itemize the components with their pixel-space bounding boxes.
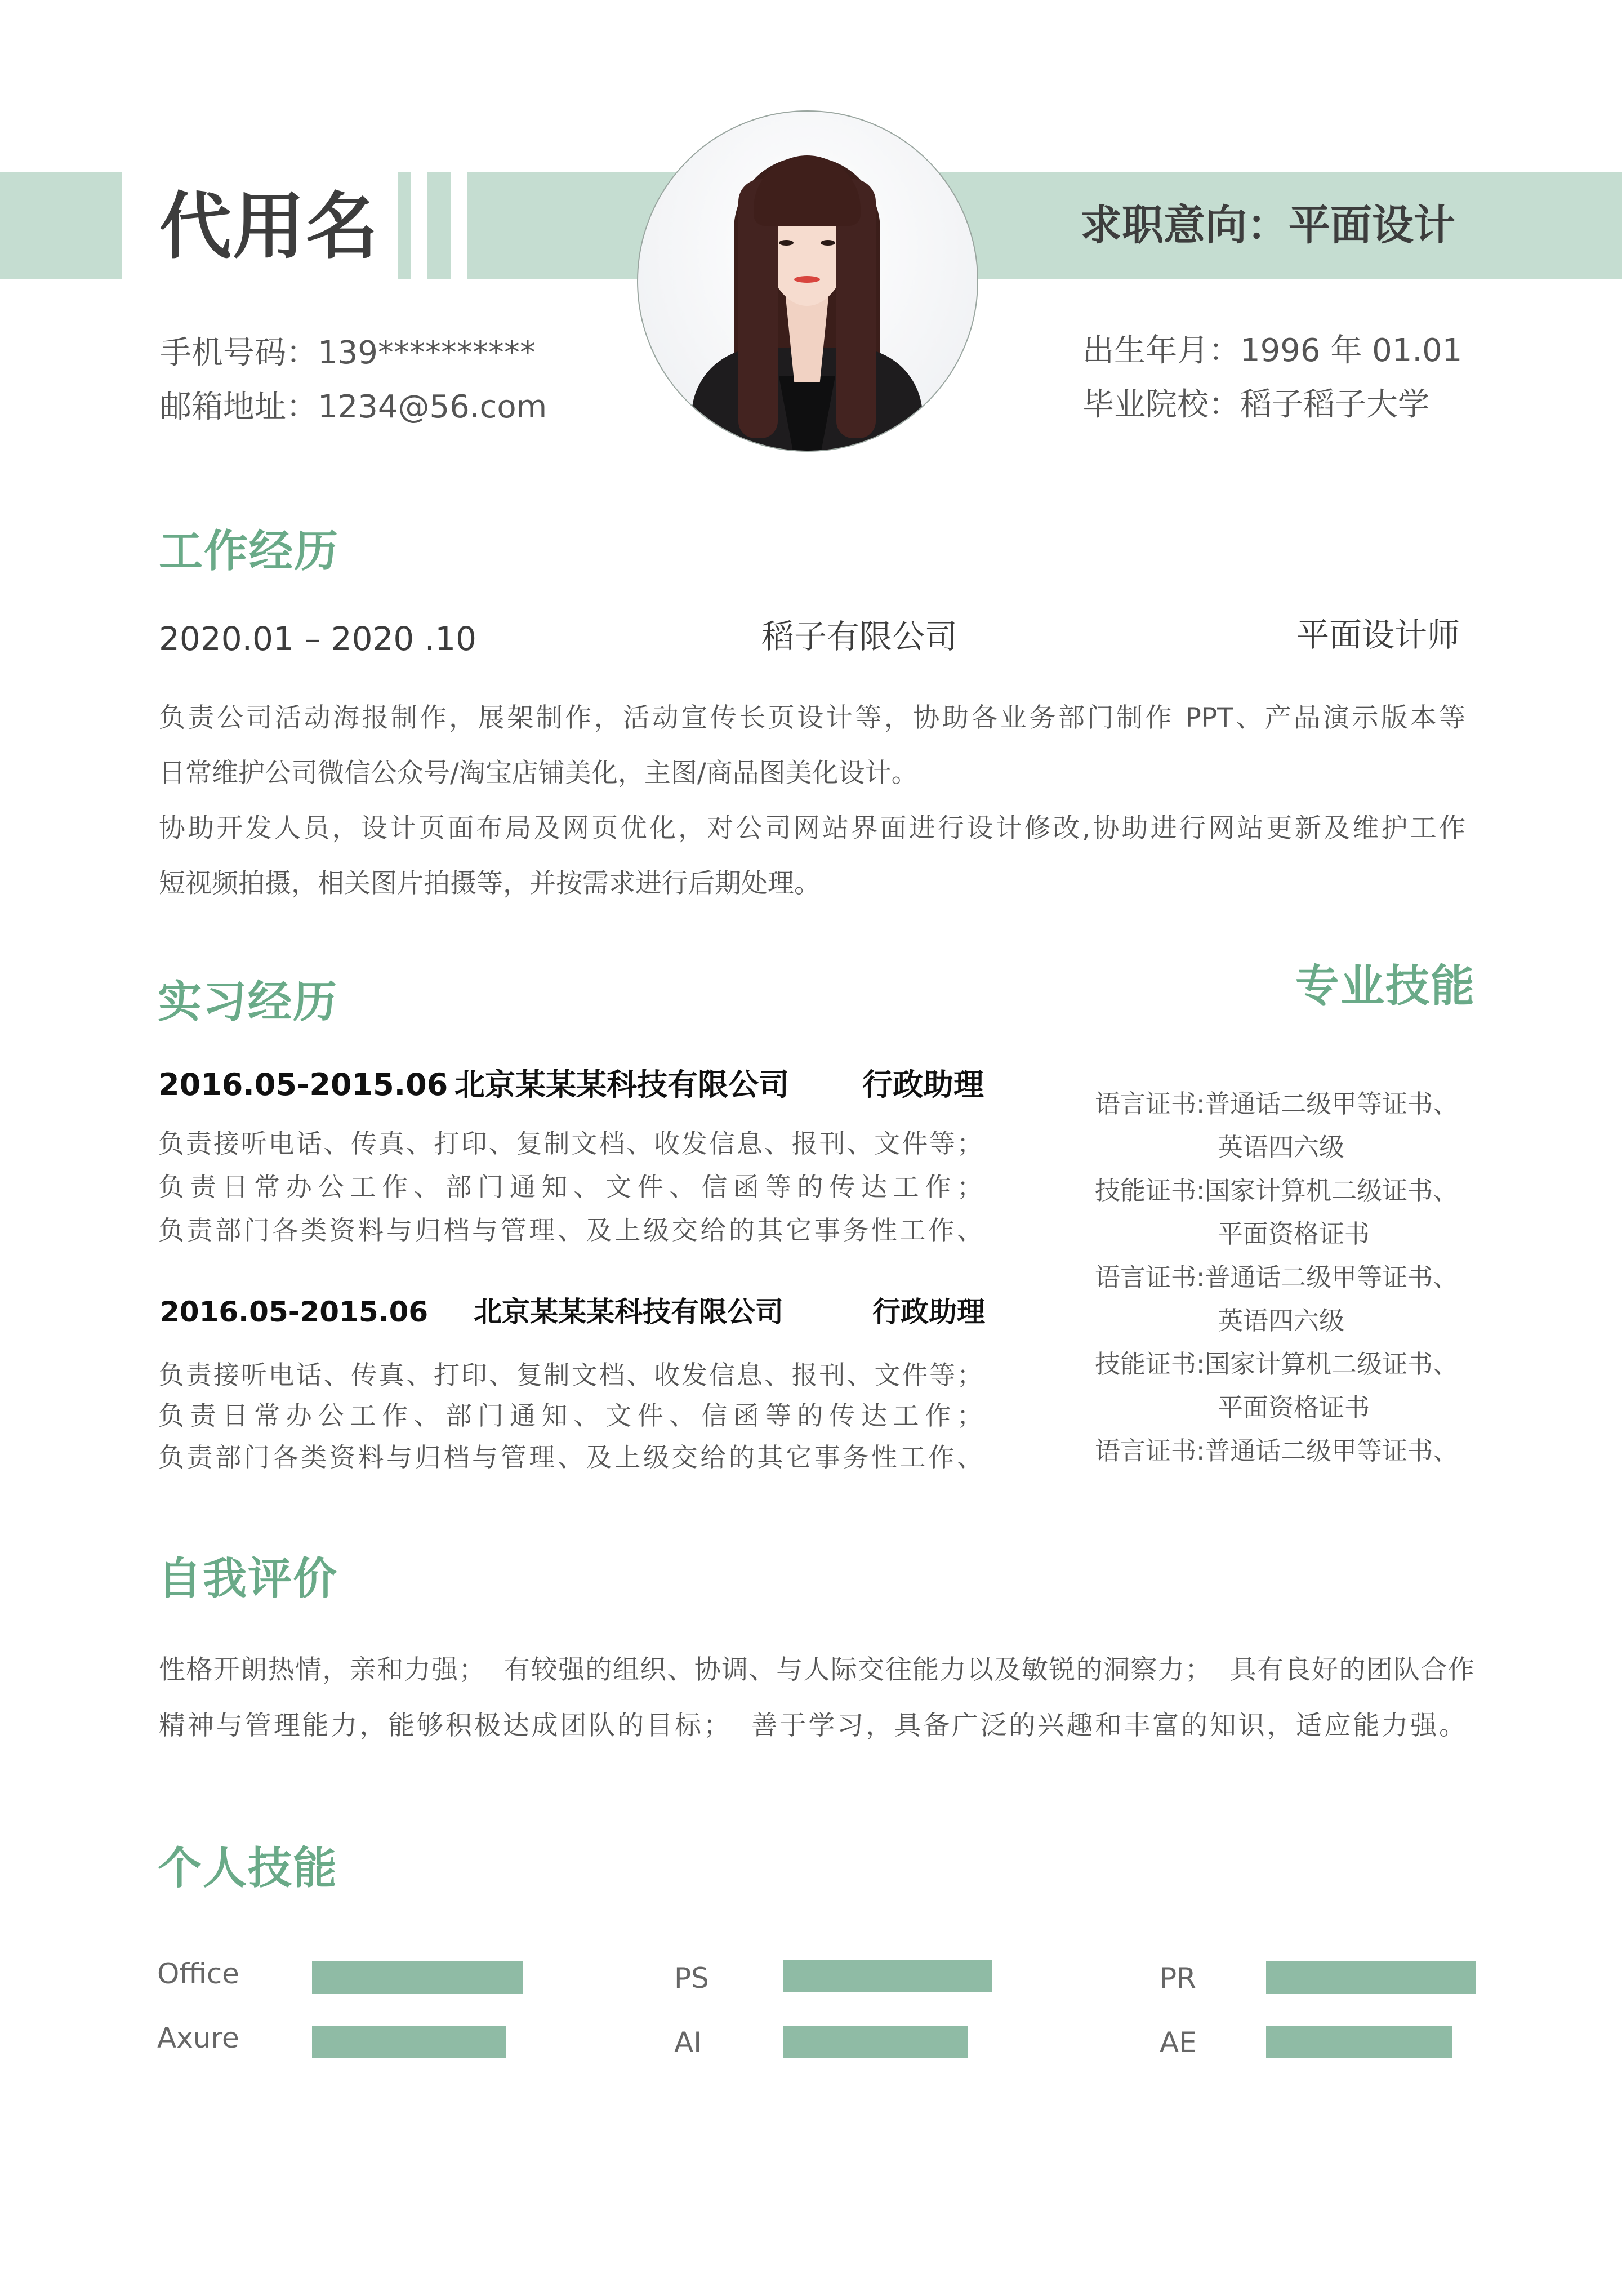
cert-label: 语言证书: — [1095, 1089, 1205, 1119]
section-title-self-eval: 自我评价 — [158, 1554, 338, 1604]
phone-label: 手机号码： — [160, 335, 318, 371]
intern-desc-line: 负责日常办公工作、部门通知、文件、信函等的传达工作； — [158, 1400, 983, 1431]
intern-desc-line: 负责日常办公工作、部门通知、文件、信函等的传达工作； — [158, 1172, 983, 1202]
cert-value: 英语四六级 — [1218, 1132, 1345, 1162]
intern-role: 行政助理 — [862, 1067, 984, 1102]
intern-period: 2016.05-2015.06 — [160, 1296, 429, 1328]
work-desc-line: 负责公司活动海报制作，展架制作，活动宣传长页设计等，协助各业务部门制作 PPT、产品演示版本等 — [159, 702, 1465, 733]
cert-line — [1095, 1087, 1458, 1121]
cert-label: 技能证书: — [1095, 1349, 1205, 1379]
skill-bar-ps — [783, 1960, 992, 1992]
school-label: 毕业院校： — [1082, 386, 1240, 423]
skill-bar-pr — [1266, 1961, 1476, 1994]
contact-phone — [160, 333, 536, 373]
section-title-pro-skills: 专业技能 — [1295, 961, 1476, 1012]
skill-label-ps: PS — [674, 1962, 709, 1995]
cert-value: 普通话二级甲等证书、 — [1205, 1436, 1459, 1466]
cert-value: 平面资格证书 — [1218, 1219, 1370, 1249]
cert-value: 国家计算机二级证书、 — [1205, 1349, 1459, 1379]
work-desc-line: 协助开发人员，设计页面布局及网页优化，对公司网站界面进行设计修改,协助进行网站更新及维护工作 — [159, 813, 1465, 844]
portrait-photo — [637, 110, 978, 452]
cert-line — [1218, 1217, 1370, 1251]
skill-label-office: Office — [157, 1957, 239, 1990]
cert-label: 语言证书: — [1095, 1262, 1205, 1292]
cert-line — [1095, 1434, 1458, 1468]
header-stripe-wide — [427, 172, 451, 279]
intern-period: 2016.05-2015.06 — [158, 1067, 448, 1102]
cert-label: 语言证书: — [1095, 1436, 1205, 1466]
intern-desc-line: 负责接听电话、传真、打印、复制文档、收发信息、报刊、文件等； — [158, 1360, 983, 1390]
skill-label-ai: AI — [674, 2026, 702, 2059]
section-title-work: 工作经历 — [159, 526, 340, 577]
work-company: 稻子有限公司 — [761, 617, 958, 656]
section-title-personal-skills: 个人技能 — [158, 1843, 338, 1894]
email-label: 邮箱地址： — [160, 389, 318, 425]
cert-value: 普通话二级甲等证书、 — [1205, 1089, 1459, 1119]
cert-line — [1218, 1304, 1344, 1338]
cert-line — [1095, 1174, 1458, 1208]
candidate-name: 代用名 — [159, 185, 380, 269]
photo-eye-left — [779, 240, 794, 246]
email-value: 1234@56.com — [318, 389, 547, 425]
contact-school — [1082, 385, 1429, 425]
phone-value: 139********** — [318, 335, 536, 371]
birth-value: 1996 年 01.01 — [1240, 332, 1463, 369]
section-title-internship: 实习经历 — [158, 977, 338, 1027]
job-intent: 求职意向：平面设计 — [1080, 201, 1455, 250]
birth-label: 出生年月： — [1082, 332, 1240, 369]
header-stripe-thin — [398, 172, 411, 279]
cert-label: 技能证书: — [1095, 1176, 1205, 1205]
skill-bar-axure — [312, 2026, 506, 2058]
intern-desc-line: 负责接听电话、传真、打印、复制文档、收发信息、报刊、文件等； — [158, 1128, 983, 1159]
work-desc-line: 短视频拍摄，相关图片拍摄等，并按需求进行后期处理。 — [159, 868, 821, 899]
skill-label-ae: AE — [1160, 2026, 1197, 2059]
intern-role: 行政助理 — [872, 1296, 985, 1328]
cert-value: 平面资格证书 — [1218, 1392, 1370, 1422]
cert-line — [1095, 1347, 1458, 1381]
cert-line — [1218, 1131, 1344, 1164]
skill-label-pr: PR — [1160, 1962, 1196, 1995]
photo-eye-right — [821, 240, 835, 246]
intern-company: 北京某某某科技有限公司 — [474, 1296, 783, 1328]
photo-lips — [794, 276, 820, 283]
work-desc-line: 日常维护公司微信公众号/淘宝店铺美化，主图/商品图美化设计。 — [159, 758, 918, 789]
header-band-left-block — [0, 172, 122, 279]
work-period: 2020.01 – 2020 .10 — [159, 620, 476, 658]
work-role: 平面设计师 — [1296, 616, 1460, 654]
self-eval-line: 性格开朗热情，亲和力强； 有较强的组织、协调、与人际交往能力以及敏锐的洞察力； 具有良好的团队合作 — [159, 1654, 1474, 1685]
cert-line — [1095, 1261, 1458, 1294]
cert-line — [1218, 1391, 1370, 1425]
skill-bar-office — [312, 1961, 523, 1994]
contact-birth — [1082, 331, 1462, 371]
skill-bar-ae — [1266, 2026, 1452, 2058]
cert-value: 普通话二级甲等证书、 — [1205, 1262, 1459, 1292]
cert-value: 国家计算机二级证书、 — [1205, 1176, 1459, 1205]
cert-value: 英语四六级 — [1218, 1306, 1345, 1336]
skill-label-axure: Axure — [157, 2022, 239, 2054]
school-value: 稻子稻子大学 — [1240, 386, 1429, 423]
contact-email — [160, 388, 547, 427]
intern-desc-line: 负责部门各类资料与归档与管理、及上级交给的其它事务性工作、 — [158, 1215, 983, 1245]
skill-bar-ai — [783, 2026, 968, 2058]
intern-desc-line: 负责部门各类资料与归档与管理、及上级交给的其它事务性工作、 — [158, 1442, 983, 1472]
intern-company: 北京某某某科技有限公司 — [454, 1067, 789, 1102]
self-eval-line: 精神与管理能力，能够积极达成团队的目标； 善于学习，具备广泛的兴趣和丰富的知识，适应能力强。 — [159, 1710, 1465, 1741]
